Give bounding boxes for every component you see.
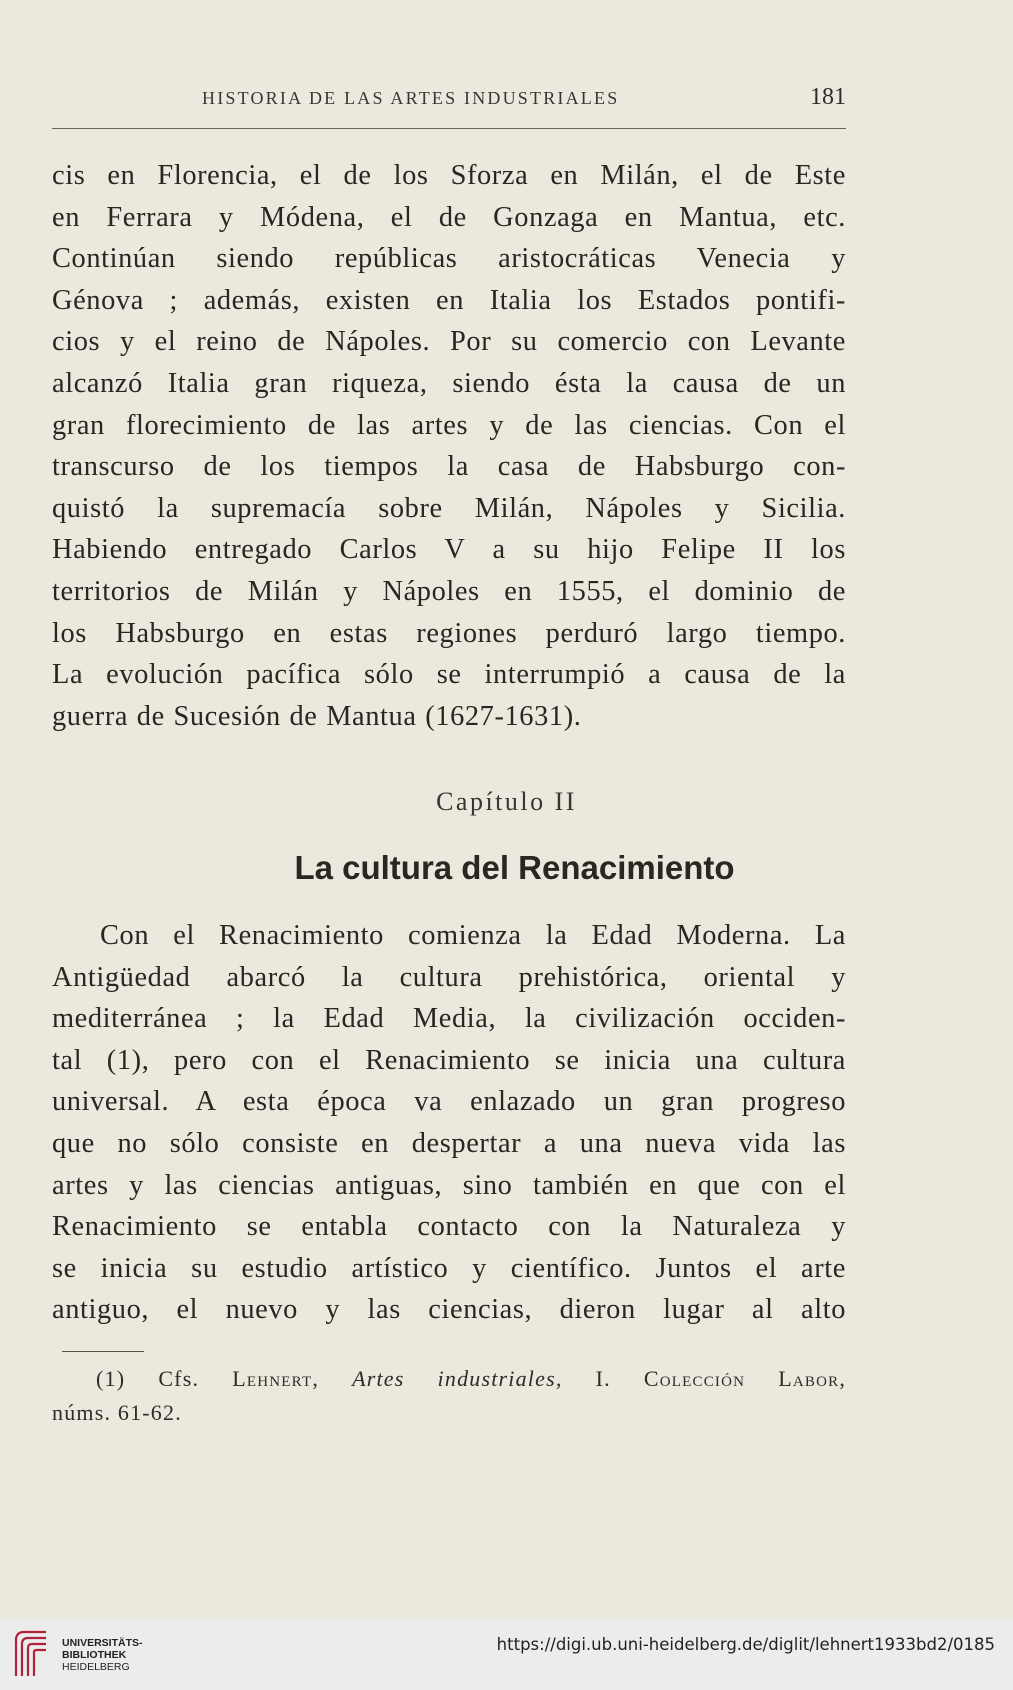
text-line: que no sólo consiste en despertar a una nueva vida las — [52, 1127, 846, 1159]
text-line: antiguo, el nuevo y las ciencias, dieron lugar al alto — [52, 1294, 846, 1326]
text-line: los Habsburgo en estas regiones perduró largo tiempo. — [52, 617, 846, 649]
text-line: territorios de Milán y Nápoles en 1555, el dominio de — [52, 575, 846, 607]
text-line: Antigüedad abarcó la cultura prehistórica, oriental y — [52, 961, 846, 993]
text-line: transcurso de los tiempos la casa de Habsburgo con- — [52, 451, 846, 483]
library-line: BIBLIOTHEK — [62, 1649, 127, 1661]
footnote-marker: (1) — [96, 1366, 126, 1391]
text-line: gran florecimiento de las artes y de las ciencias. Con el — [52, 409, 846, 441]
text-line: La evolución pacífica sólo se interrumpió a causa de la — [52, 659, 846, 691]
page-number: 181 — [810, 84, 846, 110]
text-line: Génova ; además, existen en Italia los Estados pontifi- — [52, 284, 846, 316]
footnote-cf: Cfs. — [158, 1366, 200, 1391]
library-name[interactable] — [62, 1637, 143, 1673]
library-line: HEIDELBERG — [62, 1661, 130, 1673]
text-line: quistó la supremacía sobre Milán, Nápoles y Sicilia. — [52, 492, 846, 524]
text-line: cis en Florencia, el de los Sforza en Milán, el de Este — [52, 160, 846, 191]
footnote-collection: Colección Labor, — [643, 1366, 847, 1391]
text-line: universal. A esta época va enlazado un gran progreso — [52, 1086, 846, 1118]
text-line: alcanzó Italia gran riqueza, siendo ésta la causa de un — [52, 367, 846, 399]
footnote-work: Artes industriales, — [352, 1366, 563, 1391]
library-line: UNIVERSITÄTS- — [62, 1637, 143, 1649]
text-line: cios y el reino de Nápoles. Por su comercio con Levante — [52, 326, 846, 358]
text-line: Con el Renacimiento comienza la Edad Moderna. La — [100, 920, 846, 951]
header-rule — [52, 128, 846, 129]
text-line: Renacimiento se entabla contacto con la Naturaleza y — [52, 1211, 846, 1243]
running-title: HISTORIA DE LAS ARTES INDUSTRIALES — [202, 88, 620, 108]
text-line: guerra de Sucesión de Mantua (1627-1631). — [52, 700, 582, 732]
text-line: Continúan siendo repúblicas aristocráticas Venecia y — [52, 243, 846, 275]
footnote-numbers: núms. 61-62. — [52, 1400, 182, 1425]
footnote — [52, 1362, 846, 1430]
text-line: mediterránea ; la Edad Media, la civilización occiden- — [52, 1003, 846, 1035]
running-head — [52, 84, 846, 118]
text-line: en Ferrara y Módena, el de Gonzaga en Mantua, etc. — [52, 201, 846, 233]
text-line: artes y las ciencias antiguas, sino también en que con el — [52, 1169, 846, 1201]
paragraph-2 — [52, 915, 846, 1331]
text-line: se inicia su estudio artístico y científico. Juntos el arte — [52, 1252, 846, 1284]
text-line: Habiendo entregado Carlos V a su hijo Felipe II los — [52, 534, 846, 566]
paragraph-1 — [52, 155, 846, 737]
footnote-volume: I. — [595, 1366, 611, 1391]
ub-heidelberg-logo-icon[interactable] — [10, 1626, 54, 1680]
footnote-author: Lehnert, — [232, 1366, 320, 1391]
footnote-rule — [62, 1351, 144, 1352]
permalink-url[interactable]: https://digi.ub.uni-heidelberg.de/diglit/lehnert1933bd2/0185 — [496, 1635, 995, 1654]
chapter-title: La cultura del Renacimiento — [294, 849, 735, 886]
viewer-footer — [0, 1618, 1013, 1690]
chapter-label: Capítulo II — [436, 787, 577, 816]
footnote-line — [52, 1362, 846, 1396]
text-line: tal (1), pero con el Renacimiento se inicia una cultura — [52, 1044, 846, 1076]
